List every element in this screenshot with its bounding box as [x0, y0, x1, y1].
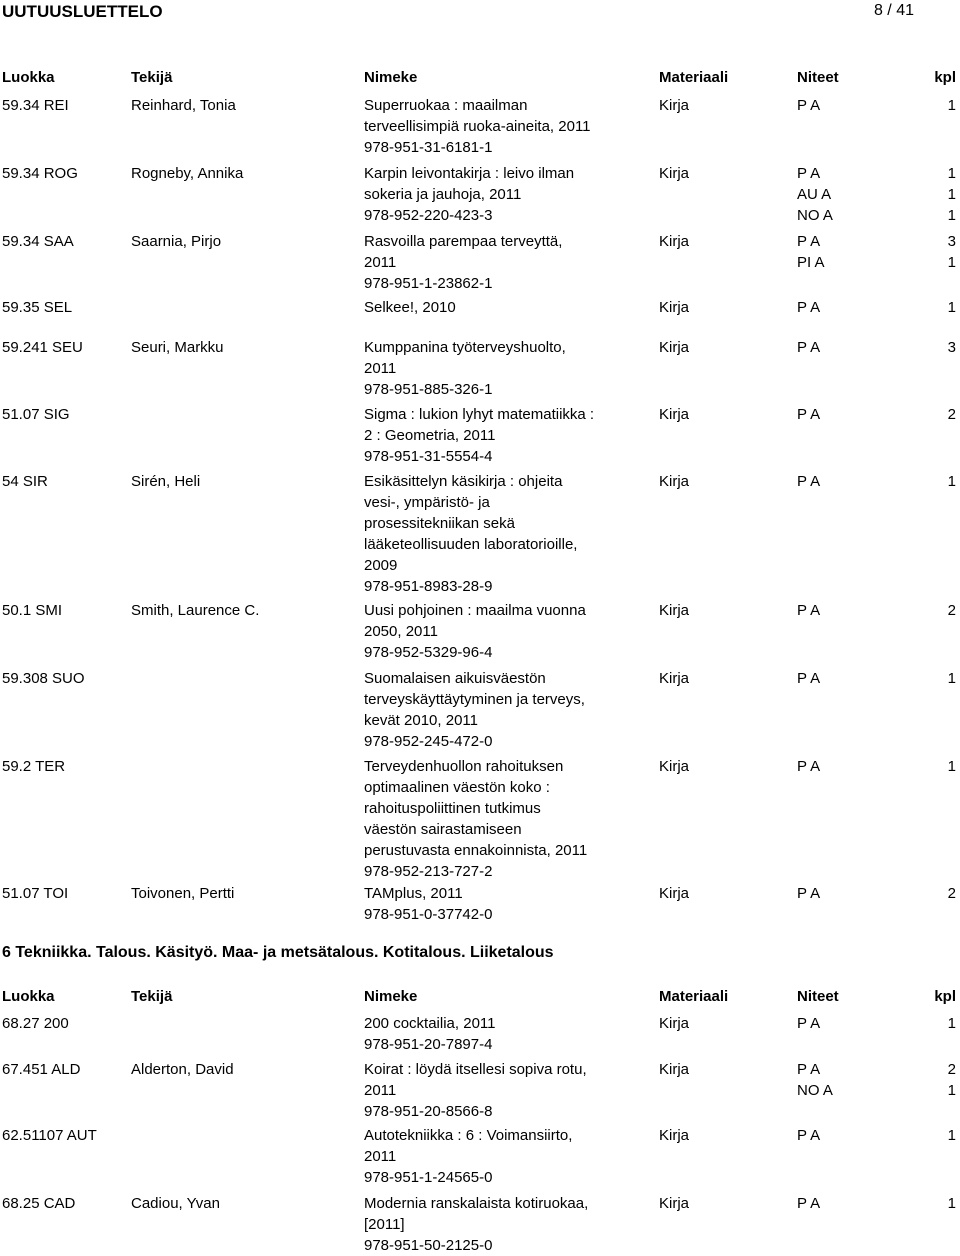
entry-title-line: Selkee!, 2010: [364, 299, 456, 316]
entry-title-line: TAMplus, 2011: [364, 885, 463, 902]
entry-nimeke: [364, 1193, 654, 1256]
entry-nimeke: [364, 404, 654, 467]
entry-niteet-count: 1: [947, 165, 956, 182]
entry-isbn: 978-951-50-2125-0: [364, 1237, 493, 1254]
entry-tekija: Rogneby, Annika: [131, 165, 244, 182]
entry-title-line: lääketeollisuuden laboratorioille,: [364, 536, 578, 553]
entry-nimeke: [364, 471, 654, 597]
entry-kpl: [942, 1193, 956, 1214]
entry-niteet-count: 2: [947, 602, 956, 619]
entry-title-line: Karpin leivontakirja : leivo ilman: [364, 165, 575, 182]
entry-kpl: [942, 668, 956, 689]
entry-nimeke: [364, 337, 654, 400]
entry-materiaali: Kirja: [659, 339, 690, 356]
entry-niteet-count: 1: [947, 97, 956, 114]
entry-niteet-count: 1: [947, 254, 956, 271]
entry-title-line: 2 : Geometria, 2011: [364, 427, 496, 444]
entry-materiaali: Kirja: [659, 1195, 690, 1212]
entry-niteet: [797, 756, 877, 777]
column-header-luokka: Luokka: [2, 69, 55, 86]
entry-isbn: 978-952-220-423-3: [364, 207, 493, 224]
page-number: [874, 2, 914, 20]
entry-luokka: 62.51107 AUT: [2, 1127, 97, 1144]
entry-nimeke: [364, 756, 654, 882]
entry-niteet: [797, 600, 877, 621]
entry-niteet-status: AU A: [797, 186, 832, 203]
entry-title-line: 200 cocktailia, 2011: [364, 1015, 496, 1032]
entry-niteet-status: P A: [797, 758, 821, 775]
column-header-kpl: kpl: [934, 69, 956, 86]
column-header-kpl: kpl: [934, 988, 956, 1005]
entry-niteet-status: P A: [797, 299, 821, 316]
entry-niteet-count: 1: [947, 1127, 956, 1144]
entry-isbn: 978-952-5329-96-4: [364, 644, 493, 661]
entry-isbn: 978-952-213-727-2: [364, 863, 493, 880]
entry-niteet-status: P A: [797, 670, 821, 687]
entry-niteet-status: P A: [797, 885, 821, 902]
entry-niteet-count: 1: [947, 670, 956, 687]
entry-materiaali: Kirja: [659, 670, 690, 687]
entry-title-line: optimaalinen väestön koko :: [364, 779, 550, 796]
column-header-tekija: Tekijä: [131, 69, 173, 86]
entry-niteet-count: 3: [947, 339, 956, 356]
entry-title-line: väestön sairastamiseen: [364, 821, 522, 838]
entry-kpl: [942, 231, 956, 273]
entry-niteet: [797, 163, 877, 226]
entry-luokka: 59.34 SAA: [2, 233, 74, 250]
entry-kpl: [942, 337, 956, 358]
entry-materiaali: Kirja: [659, 97, 690, 114]
entry-title-line: terveyskäyttäytyminen ja terveys,: [364, 691, 585, 708]
entry-niteet: [797, 668, 877, 689]
entry-title-line: 2011: [364, 254, 397, 271]
entry-niteet-count: 1: [947, 299, 956, 316]
entry-luokka: 59.35 SEL: [2, 299, 73, 316]
entry-tekija: Sirén, Heli: [131, 473, 201, 490]
entry-isbn: 978-951-8983-28-9: [364, 578, 493, 595]
entry-niteet-status: P A: [797, 406, 821, 423]
entry-nimeke: [364, 231, 654, 294]
entry-nimeke: [364, 95, 654, 158]
entry-luokka: 54 SIR: [2, 473, 48, 490]
document-title: UUTUUSLUETTELO: [2, 2, 163, 21]
entry-title-line: kevät 2010, 2011: [364, 712, 478, 729]
entry-kpl: [942, 1059, 956, 1101]
entry-tekija: Smith, Laurence C.: [131, 602, 260, 619]
entry-nimeke: [364, 1125, 654, 1188]
entry-nimeke: [364, 297, 654, 318]
entry-luokka: 67.451 ALD: [2, 1061, 81, 1078]
entry-isbn: 978-951-20-7897-4: [364, 1036, 493, 1053]
entry-kpl: [942, 1125, 956, 1146]
entry-title-line: [2011]: [364, 1216, 405, 1233]
entry-kpl: [942, 471, 956, 492]
section-title: 6 Tekniikka. Talous. Käsityö. Maa- ja metsätalous. Kotitalous. Liiketalous: [2, 944, 554, 961]
entry-materiaali: Kirja: [659, 1061, 690, 1078]
entry-niteet-count: 1: [947, 1195, 956, 1212]
entry-niteet-status: PI A: [797, 254, 825, 271]
entry-title-line: rahoituspoliittinen tutkimus: [364, 800, 541, 817]
entry-title-line: Rasvoilla parempaa terveyttä,: [364, 233, 563, 250]
entry-title-line: 2011: [364, 1148, 397, 1165]
entry-title-line: 2050, 2011: [364, 623, 438, 640]
entry-niteet-status: P A: [797, 1015, 821, 1032]
entry-niteet-status: P A: [797, 1127, 821, 1144]
entry-kpl: [942, 883, 956, 904]
entry-kpl: [942, 756, 956, 777]
entry-kpl: [942, 404, 956, 425]
entry-title-line: Uusi pohjoinen : maailma vuonna: [364, 602, 586, 619]
column-header-luokka: Luokka: [2, 988, 55, 1005]
page-header: [0, 0, 960, 26]
entry-niteet-status: NO A: [797, 207, 833, 224]
entry-luokka: 51.07 SIG: [2, 406, 70, 423]
entry-niteet-status: P A: [797, 1195, 821, 1212]
entry-title-line: 2009: [364, 557, 398, 574]
entry-nimeke: [364, 668, 654, 752]
entry-title-line: Esikäsittelyn käsikirja : ohjeita: [364, 473, 563, 490]
entry-materiaali: Kirja: [659, 1015, 690, 1032]
entry-niteet: [797, 1013, 877, 1034]
entry-isbn: 978-951-885-326-1: [364, 381, 493, 398]
entry-tekija: Cadiou, Yvan: [131, 1195, 220, 1212]
entry-title-line: Suomalaisen aikuisväestön: [364, 670, 546, 687]
entry-isbn: 978-951-1-23862-1: [364, 275, 493, 292]
entry-niteet: [797, 883, 877, 904]
entry-isbn: 978-951-31-6181-1: [364, 139, 493, 156]
entry-niteet-status: P A: [797, 97, 821, 114]
entry-niteet: [797, 231, 877, 273]
entry-niteet-status: P A: [797, 339, 821, 356]
entry-title-line: Sigma : lukion lyhyt matematiikka :: [364, 406, 595, 423]
entry-luokka: 50.1 SMI: [2, 602, 63, 619]
entry-niteet-count: 1: [947, 207, 956, 224]
entry-title-line: terveellisimpiä ruoka-aineita, 2011: [364, 118, 591, 135]
entry-niteet: [797, 337, 877, 358]
entry-title-line: Kumppanina työterveyshuolto,: [364, 339, 566, 356]
entry-luokka: 59.34 ROG: [2, 165, 78, 182]
entry-materiaali: Kirja: [659, 406, 690, 423]
entry-niteet-count: 1: [947, 1082, 956, 1099]
entry-niteet-status: P A: [797, 233, 821, 250]
entry-materiaali: Kirja: [659, 233, 690, 250]
entry-tekija: Alderton, David: [131, 1061, 234, 1078]
entry-materiaali: Kirja: [659, 885, 690, 902]
column-header-materiaali: Materiaali: [659, 69, 729, 86]
entry-title-line: sokeria ja jauhoja, 2011: [364, 186, 522, 203]
entry-isbn: 978-951-20-8566-8: [364, 1103, 493, 1120]
column-header-materiaali: Materiaali: [659, 988, 729, 1005]
entry-isbn: 978-951-31-5554-4: [364, 448, 493, 465]
entry-tekija: Seuri, Markku: [131, 339, 224, 356]
column-header-nimeke: Nimeke: [364, 988, 418, 1005]
entry-niteet: [797, 471, 877, 492]
entry-nimeke: [364, 600, 654, 663]
entry-title-line: 2011: [364, 360, 397, 377]
entry-niteet-count: 1: [947, 758, 956, 775]
page-separator: /: [887, 2, 892, 19]
entry-niteet: [797, 297, 877, 318]
entry-niteet-status: NO A: [797, 1082, 833, 1099]
entry-materiaali: Kirja: [659, 602, 690, 619]
entry-title-line: Superruokaa : maailman: [364, 97, 528, 114]
entry-title-line: Terveydenhuollon rahoituksen: [364, 758, 564, 775]
entry-title-line: Autotekniikka : 6 : Voimansiirto,: [364, 1127, 573, 1144]
column-header-row: [0, 69, 960, 91]
entry-title-line: Modernia ranskalaista kotiruokaa,: [364, 1195, 589, 1212]
entry-title-line: perustuvasta ennakoinnista, 2011: [364, 842, 588, 859]
entry-tekija: Saarnia, Pirjo: [131, 233, 222, 250]
entry-materiaali: Kirja: [659, 299, 690, 316]
entry-materiaali: Kirja: [659, 165, 690, 182]
entry-title-line: 2011: [364, 1082, 397, 1099]
entry-isbn: 978-951-1-24565-0: [364, 1169, 493, 1186]
entry-niteet: [797, 95, 877, 116]
entry-nimeke: [364, 1013, 654, 1055]
entry-niteet-count: 1: [947, 186, 956, 203]
entry-luokka: 59.34 REI: [2, 97, 69, 114]
entry-title-line: prosessitekniikan sekä: [364, 515, 515, 532]
entry-kpl: [942, 600, 956, 621]
entry-kpl: [942, 1013, 956, 1034]
entry-luokka: 68.27 200: [2, 1015, 69, 1032]
entry-nimeke: [364, 1059, 654, 1122]
entry-niteet-status: P A: [797, 165, 821, 182]
entry-niteet: [797, 1125, 877, 1146]
entry-materiaali: Kirja: [659, 473, 690, 490]
column-header-niteet: Niteet: [797, 988, 839, 1005]
page-current: 8: [873, 2, 883, 19]
entry-luokka: 68.25 CAD: [2, 1195, 76, 1212]
entry-materiaali: Kirja: [659, 758, 690, 775]
entry-niteet-count: 2: [947, 1061, 956, 1078]
entry-niteet: [797, 404, 877, 425]
entry-kpl: [942, 163, 956, 226]
entry-niteet-count: 1: [947, 473, 956, 490]
entry-nimeke: [364, 163, 654, 226]
column-header-nimeke: Nimeke: [364, 69, 418, 86]
entry-isbn: 978-952-245-472-0: [364, 733, 493, 750]
entry-materiaali: Kirja: [659, 1127, 690, 1144]
entry-luokka: 51.07 TOI: [2, 885, 69, 902]
entry-luokka: 59.2 TER: [2, 758, 66, 775]
entry-niteet-count: 3: [947, 233, 956, 250]
entry-niteet-status: P A: [797, 602, 821, 619]
entry-niteet: [797, 1193, 877, 1214]
entry-kpl: [942, 95, 956, 116]
entry-nimeke: [364, 883, 654, 925]
entry-niteet-count: 2: [947, 406, 956, 423]
entry-niteet-status: P A: [797, 1061, 821, 1078]
entry-title-line: Koirat : löydä itsellesi sopiva rotu,: [364, 1061, 587, 1078]
entry-tekija: Toivonen, Pertti: [131, 885, 235, 902]
entry-niteet-count: 1: [947, 1015, 956, 1032]
entry-luokka: 59.308 SUO: [2, 670, 85, 687]
entry-title-line: vesi-, ympäristö- ja: [364, 494, 490, 511]
entry-niteet-status: P A: [797, 473, 821, 490]
page-total: 41: [896, 2, 914, 19]
entry-luokka: 59.241 SEU: [2, 339, 83, 356]
entry-isbn: 978-951-0-37742-0: [364, 906, 493, 923]
column-header-tekija: Tekijä: [131, 988, 173, 1005]
entry-niteet: [797, 1059, 877, 1101]
entry-niteet-count: 2: [947, 885, 956, 902]
column-header-row: [0, 988, 960, 1010]
entry-tekija: Reinhard, Tonia: [131, 97, 236, 114]
column-header-niteet: Niteet: [797, 69, 839, 86]
entry-kpl: [942, 297, 956, 318]
